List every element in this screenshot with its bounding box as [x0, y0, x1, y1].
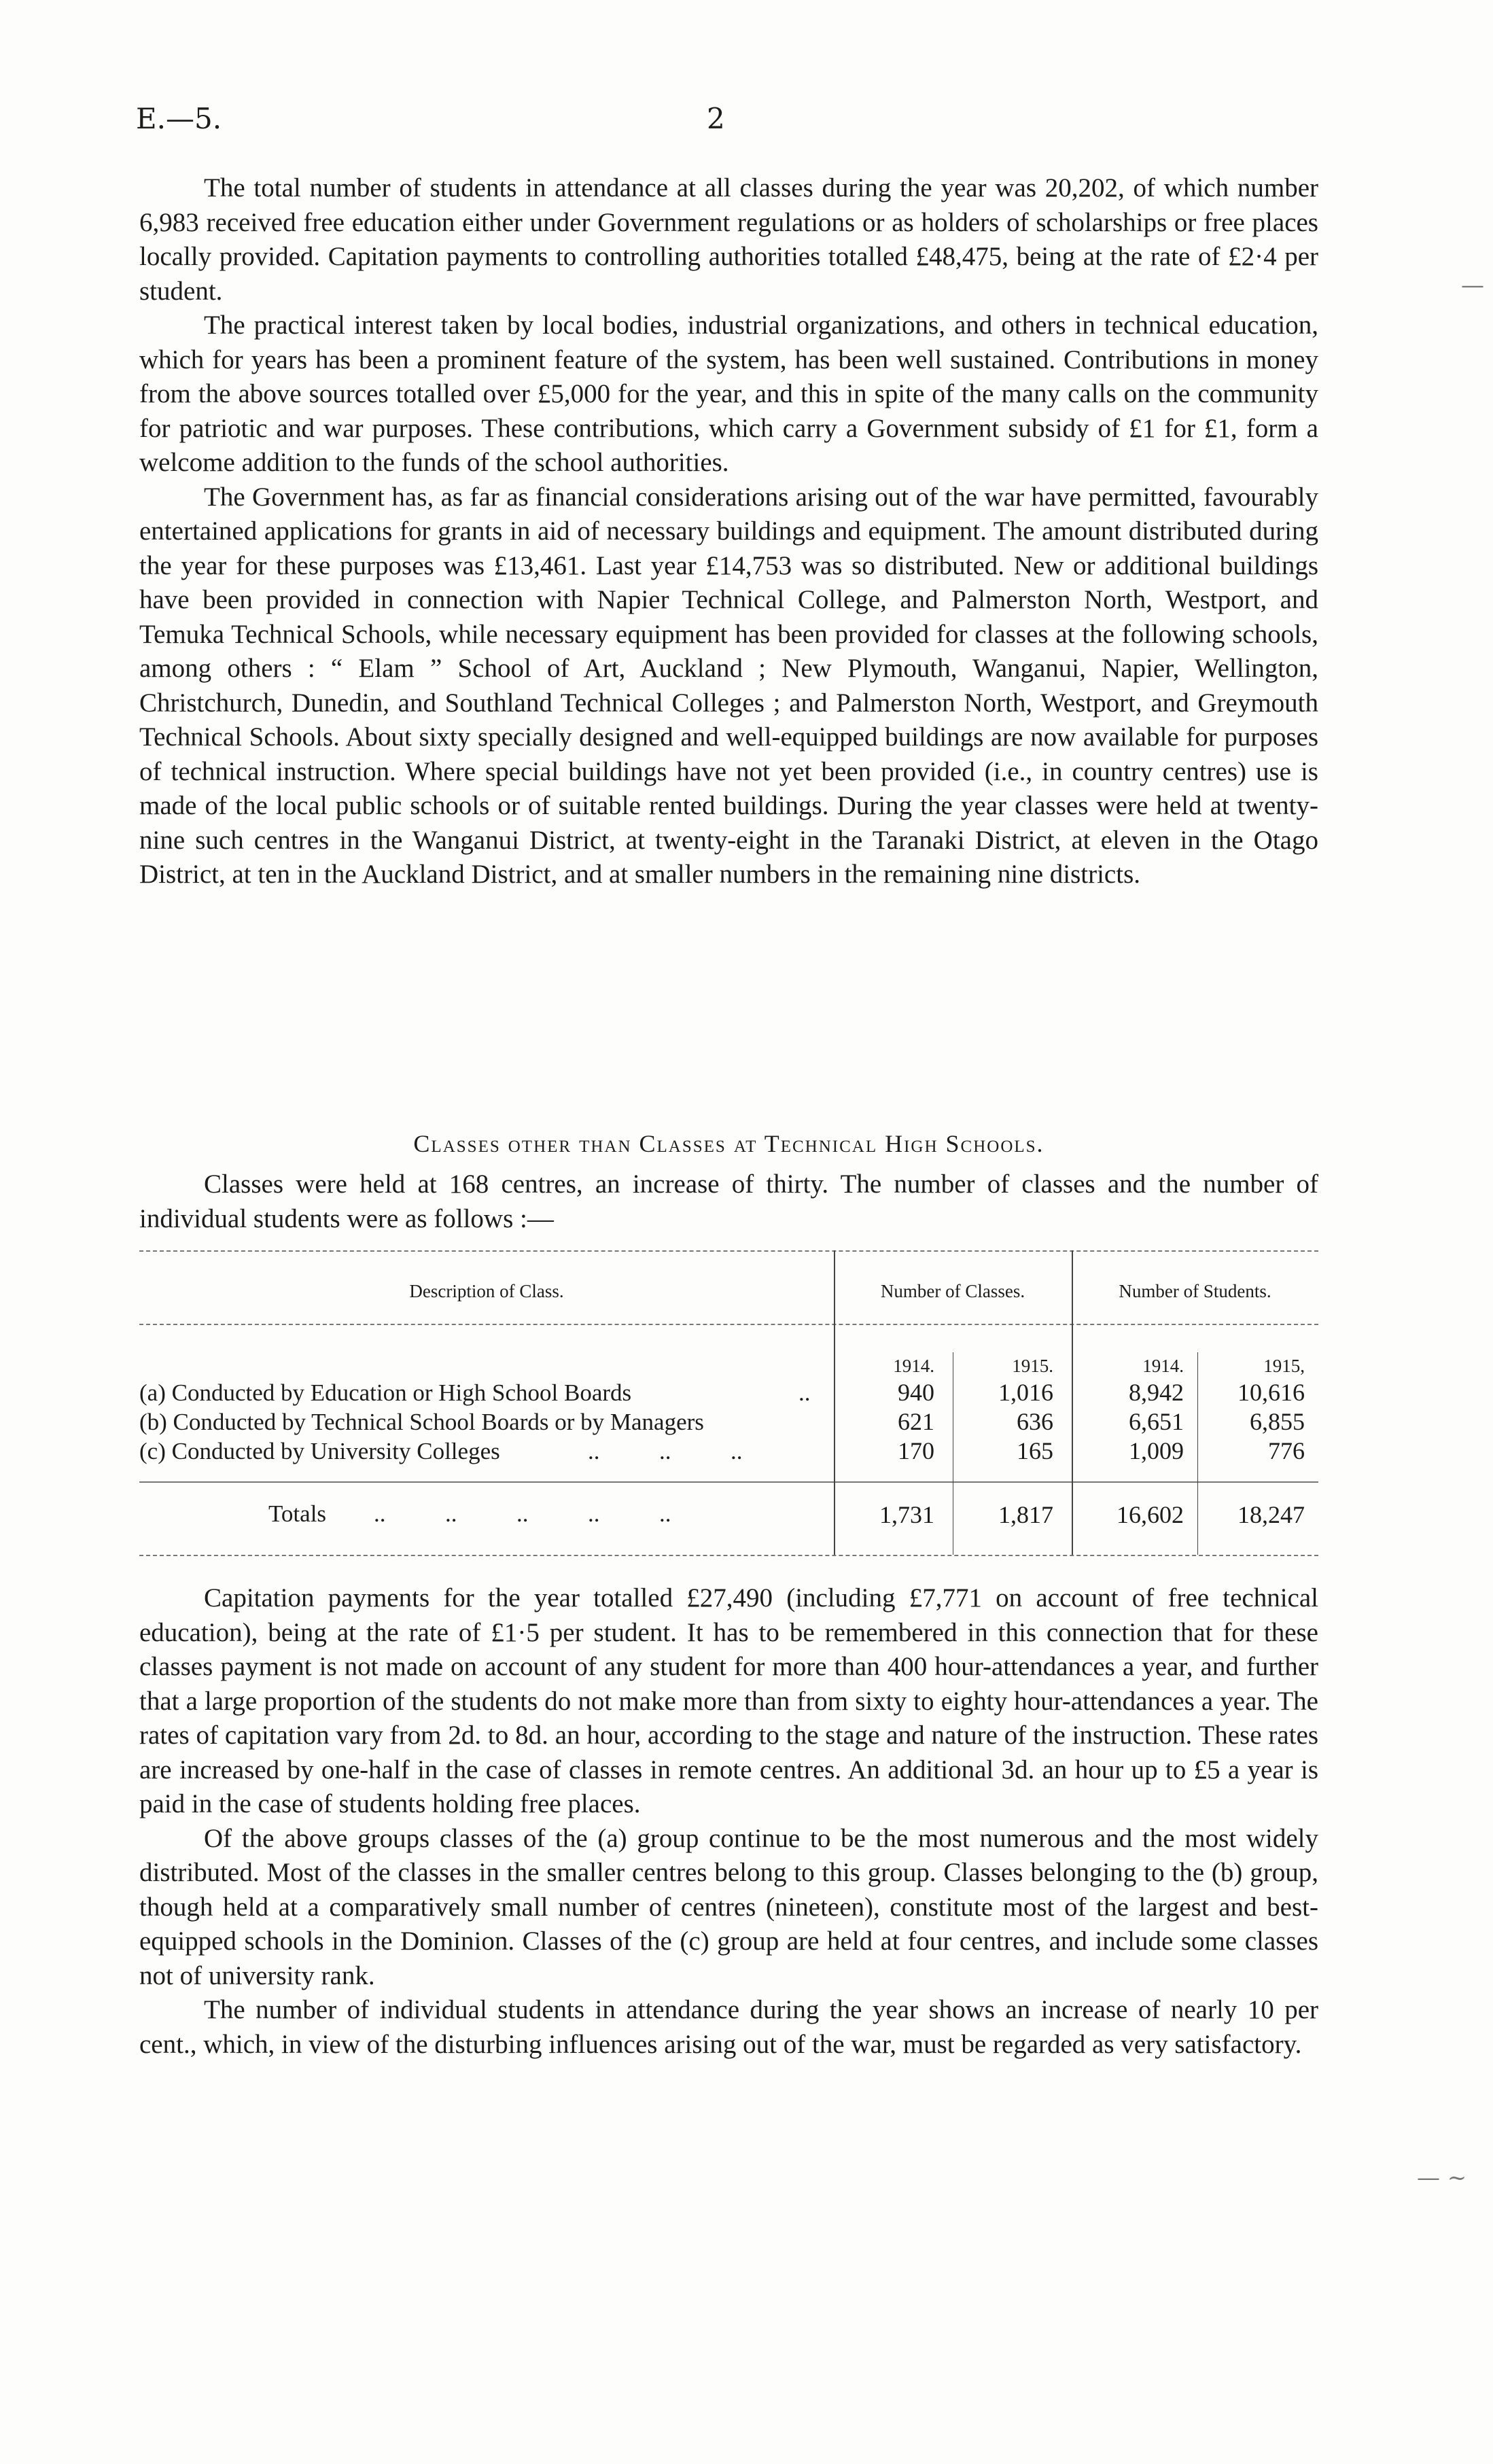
paragraph: The practical interest taken by local bodies, industrial organizations, and others in technical education, which for years has been a prominent feature of the system, has been well sustained. Contributions in money from the above sources totalled over £5,000 for the year, and this in spite of the many calls on the community for patriotic and war purposes. These contributions, which carry a Government subsidy of £1 for £1, form a welcome addition to the funds of the school authorities. — [139, 311, 1318, 477]
cell-value: 636 — [1017, 1408, 1053, 1435]
header-description: Description of Class. — [409, 1281, 564, 1301]
paragraph: The total number of students in attendance at all classes during the year was 20,202, of which number 6,983 received free education either under Government regulations or as holders of scholarships or free places locally provided. Capitation payments to controlling authorities totalled £48,475, being at the rate of £2·4 per student. — [139, 173, 1318, 306]
cell-value: 940 — [898, 1379, 934, 1406]
table-totals-rule — [139, 1481, 1318, 1483]
totals-value: 16,602 — [1117, 1501, 1184, 1528]
row-label: (c) Conducted by University Colleges — [139, 1438, 500, 1464]
paragraph: The number of individual students in attendance during the year shows an increase of nearly 10 per cent., which, in view of the disturbing influences arising out of the war, must be regarded as very satisfactory. — [139, 1995, 1318, 2059]
cell-value: 6,651 — [1129, 1408, 1184, 1435]
year-label: 1914. — [893, 1356, 934, 1376]
year-label: 1914. — [1142, 1356, 1184, 1376]
header-number-of-classes: Number of Classes. — [880, 1281, 1025, 1301]
classes-table — [139, 1250, 1318, 1563]
margin-mark: — ~ — [1417, 2164, 1467, 2192]
table-top-rule — [139, 1250, 1318, 1252]
cell-value: 776 — [1268, 1437, 1305, 1464]
page-number: 2 — [707, 102, 725, 135]
row-label: (a) Conducted by Education or High School Boards — [139, 1379, 632, 1406]
year-label: 1915, — [1263, 1356, 1305, 1376]
row-label: (b) Conducted by Technical School Boards or by Managers — [139, 1409, 704, 1435]
year-label: 1915. — [1012, 1356, 1053, 1376]
cell-value: 1,016 — [998, 1379, 1053, 1406]
totals-value: 1,731 — [879, 1501, 934, 1528]
cell-value: 10,616 — [1237, 1379, 1305, 1406]
paragraph: The Government has, as far as financial considerations arising out of the war have permitted, favourably entertained applications for grants in aid of necessary buildings and equipment. The amount distributed during the year for these purposes was £13,461. Last year £14,753 was so distributed. New or additional buildings have been provided in connection with Napier Technical College, and Palmerston North, Westport, and Temuka Technical Schools, while necessary equipment has been provided for classes at the following schools, among others : “ Elam ” School of Art, Auckland ; New Plymouth, Wanganui, Napier, Wellington, Christchurch, Dunedin, and Southland Technical Colleges ; and Palmerston North, Westport, and Greymouth Technical Schools. About sixty specially designed and well-equipped buildings are now available for purposes of technical instruction. Where special buildings have not yet been provided (i.e., in country centres) use is made of the local public schools or of suitable rented buildings. During the year classes were held at twenty-nine such centres in the Wanganui District, at twenty-eight in the Taranaki District, at eleven in the Otago District, at ten in the Auckland District, and at smaller numbers in the remaining nine districts. — [139, 482, 1318, 889]
cell-value: 1,009 — [1129, 1437, 1184, 1464]
margin-mark: — — [1461, 272, 1484, 299]
leader-dots: .. — [798, 1379, 811, 1406]
paragraph: Capitation payments for the year totalled £27,490 (including £7,771 on account of free technical education), being at the rate of £1·5 per student. It has to be remembered in this connection that for these classes payment is not made on account of any student for more than 400 hour-attendances a year, and further that a large proportion of the students do not make more than from sixty to eighty hour-attendances a year. The rates of capitation vary from 2d. to 8d. an hour, according to the stage and nature of the instruction. These rates are increased by one-half in the case of classes in remote centres. An additional 3d. an hour up to £5 a year is paid in the case of students holding free places. — [139, 1583, 1318, 1818]
document-reference: E.—5. — [136, 102, 222, 135]
paragraph: Of the above groups classes of the (a) group continue to be the most numerous and the most widely distributed. Most of the classes in the smaller centres belong to this group. Classes belonging to the (b) group, though held at a comparatively small number of centres (nineteen), constitute most of the largest and best-equipped schools in the Dominion. Classes of the (c) group are held at four centres, and include some classes not of university rank. — [139, 1823, 1318, 1990]
totals-label: Totals — [268, 1500, 327, 1527]
cell-value: 170 — [898, 1437, 934, 1464]
totals-value: 18,247 — [1237, 1501, 1305, 1528]
cell-value: 8,942 — [1129, 1379, 1184, 1406]
page-header — [136, 102, 1332, 143]
section-intro: Classes were held at 168 centres, an increase of thirty. The number of classes and the number of individual students were as follows :— — [139, 1169, 1318, 1233]
section-heading: Classes other than Classes at Technical High Schools. — [413, 1130, 1044, 1157]
cell-value: 621 — [898, 1408, 934, 1435]
table-header-rule — [139, 1324, 1318, 1325]
leader-dots: .. .. .. .. .. — [374, 1500, 671, 1527]
table-bottom-rule — [139, 1555, 1318, 1556]
cell-value: 6,855 — [1250, 1408, 1305, 1435]
leader-dots: .. .. .. — [588, 1438, 743, 1464]
cell-value: 165 — [1017, 1437, 1053, 1464]
header-number-of-students: Number of Students. — [1119, 1281, 1271, 1301]
section-intro-block — [139, 1167, 1318, 1236]
body-text-bottom — [139, 1581, 1318, 2062]
totals-value: 1,817 — [998, 1501, 1053, 1528]
body-text-top — [139, 171, 1318, 892]
